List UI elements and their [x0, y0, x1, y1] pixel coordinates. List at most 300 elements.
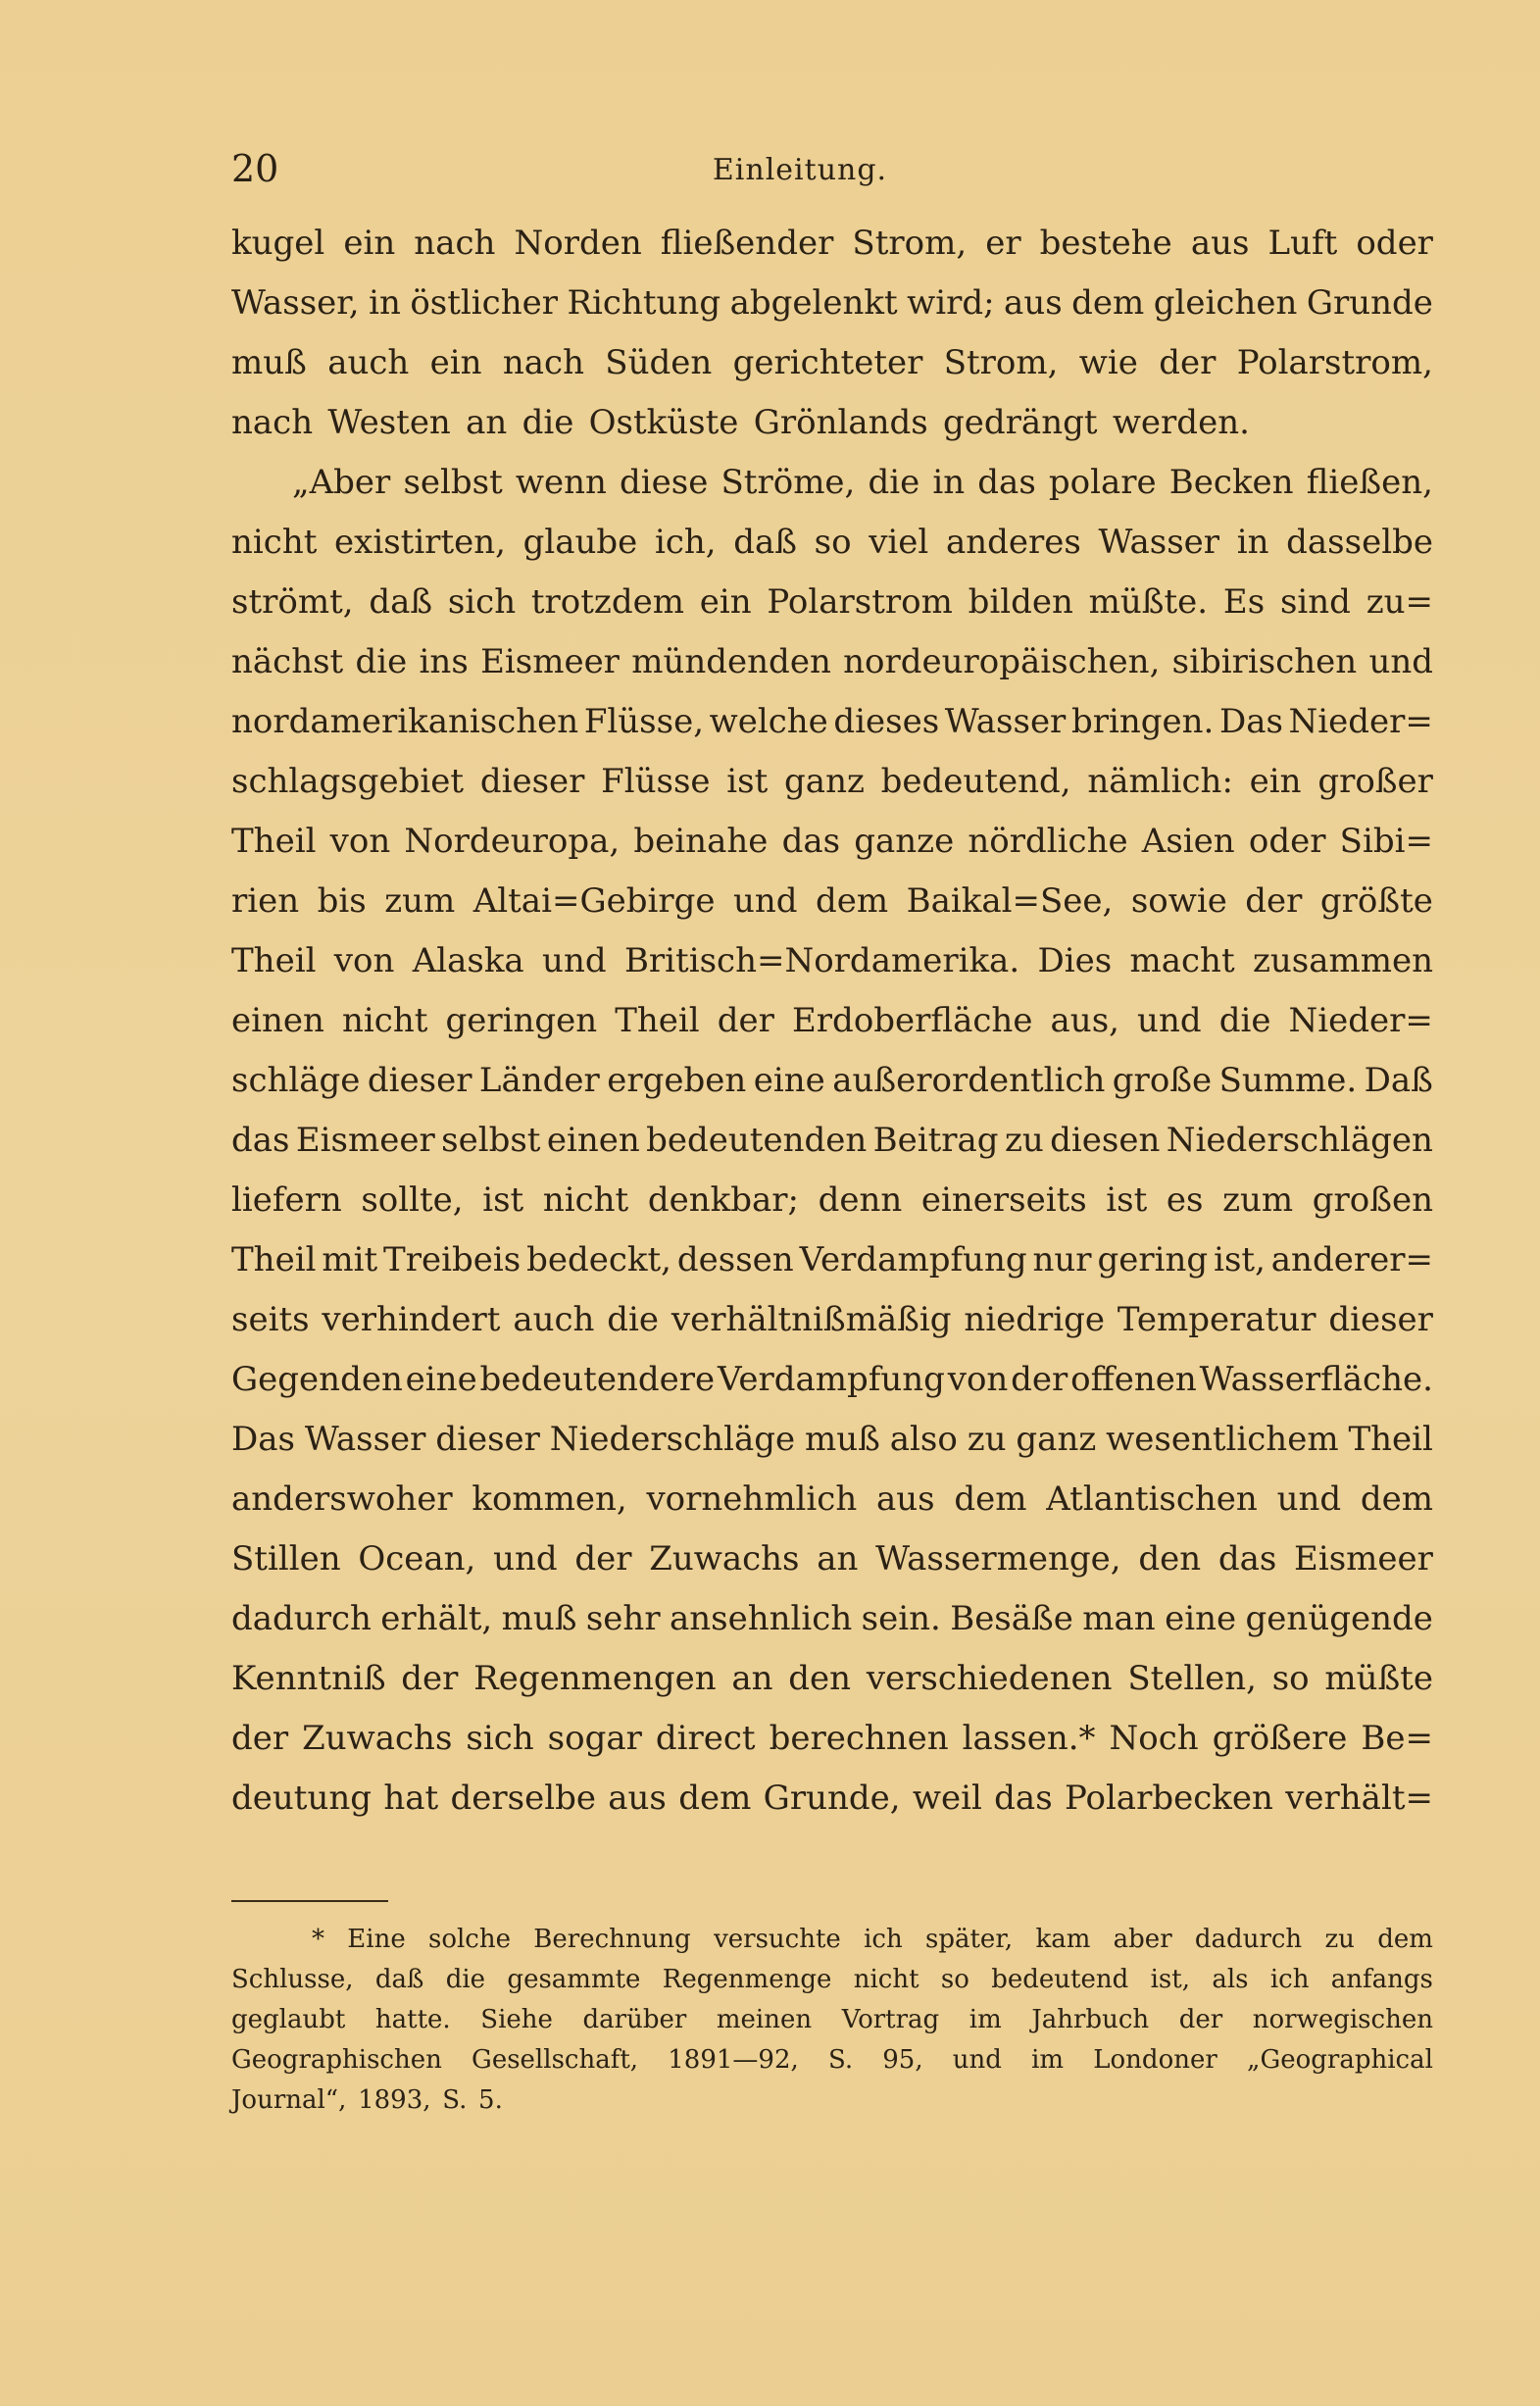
word: Dies [1037, 941, 1113, 980]
text-line [231, 224, 1433, 283]
word: polare [1048, 463, 1157, 502]
word: ich [864, 1925, 903, 1954]
word: mit [322, 1240, 378, 1279]
word: großer [1317, 762, 1433, 801]
word: selbst [403, 463, 503, 502]
text-line [231, 1719, 1433, 1779]
word: mündenden [631, 642, 831, 681]
word: sowie [1130, 881, 1227, 921]
word: ganz [1016, 1420, 1097, 1459]
word: bedeckt, [526, 1240, 671, 1279]
word: von [329, 822, 391, 861]
word: abgelenkt [729, 283, 898, 323]
word: Stillen [231, 1539, 341, 1579]
word: Grunde, [763, 1779, 901, 1818]
word: müßte. [1088, 582, 1209, 622]
word: das [231, 1121, 290, 1160]
word: Theil [231, 941, 317, 980]
word: Treibeis [383, 1240, 522, 1279]
word: hatte. [374, 2005, 451, 2034]
word: sind [1279, 582, 1351, 622]
text-line [231, 1061, 1433, 1121]
word: Gesellschaft, [472, 2045, 639, 2075]
text-line [231, 1360, 1433, 1420]
word: Wasser [1098, 523, 1220, 562]
word: selbst [441, 1121, 541, 1160]
word: aus [1190, 224, 1250, 263]
word: Gegenden [231, 1360, 403, 1399]
word: Besäße [950, 1599, 1073, 1638]
word: außerordentlich [832, 1061, 1106, 1100]
word: Beitrag [872, 1121, 999, 1160]
text-line [231, 1001, 1433, 1061]
word: Flüsse, [583, 702, 704, 741]
word: eine [1165, 1599, 1237, 1638]
word: Theil [615, 1001, 700, 1040]
word: 1893, [358, 2085, 431, 2115]
word: dieser [479, 762, 585, 801]
word: daß [733, 523, 797, 562]
word: kam [1035, 1925, 1091, 1954]
word: dem [954, 1479, 1027, 1519]
text-line [231, 1779, 1433, 1838]
word: großen [1312, 1180, 1433, 1220]
word: deutung [231, 1779, 373, 1818]
text-line [231, 642, 1433, 702]
word: Niederschlägen [1166, 1121, 1433, 1160]
word: Be= [1361, 1719, 1433, 1758]
word: Strom, [852, 224, 968, 263]
word: an [466, 403, 508, 442]
word: einerseits [920, 1180, 1087, 1220]
word: verhindert [322, 1300, 501, 1339]
word: Eismeer [295, 1121, 435, 1160]
word: nämlich: [1087, 762, 1233, 801]
word: verhältnißmäßig [671, 1300, 952, 1339]
word: Journal“, [231, 2085, 347, 2115]
word: von [333, 941, 395, 980]
word: aus [875, 1479, 935, 1519]
word: Ströme, [720, 463, 856, 502]
word: Kenntniß [231, 1659, 386, 1698]
word: Es [1222, 582, 1266, 622]
word: Sibi= [1339, 822, 1433, 861]
word: Londoner [1093, 2045, 1217, 2075]
word: Ostküste [588, 403, 739, 442]
page-header [231, 147, 1368, 196]
word: sich [466, 1719, 534, 1758]
word: Eine [347, 1925, 406, 1954]
word: nach [414, 224, 496, 263]
word: ich, [654, 523, 717, 562]
word: offenen [1070, 1360, 1197, 1399]
word: und [732, 881, 798, 921]
word: Theil [231, 1240, 317, 1279]
word: vornehmlich [646, 1479, 858, 1519]
word: kugel [231, 224, 325, 263]
word: gerichteter [732, 343, 923, 382]
word: der [574, 1539, 632, 1579]
word: Becken [1168, 463, 1294, 502]
word: 95, [882, 2045, 923, 2075]
word: wenn [515, 463, 607, 502]
word: diesen [1050, 1121, 1161, 1160]
word: sehr [585, 1599, 661, 1638]
word: Vortrag [841, 2005, 940, 2034]
word: dieses [833, 702, 940, 741]
word: Schlusse, [231, 1965, 354, 1994]
word: geringen [445, 1001, 598, 1040]
word: nicht [542, 1180, 629, 1220]
word: Wasser [944, 702, 1067, 741]
text-line [231, 523, 1433, 582]
word: nordamerikanischen [231, 702, 579, 741]
word: bedeutendere [479, 1360, 716, 1399]
word: und [493, 1539, 558, 1579]
word: Wassermenge, [875, 1539, 1121, 1579]
word: bestehe [1039, 224, 1172, 263]
text-line [231, 1300, 1433, 1360]
word: Nieder= [1288, 702, 1433, 741]
word: östlicher [410, 283, 558, 323]
word: das [1217, 1539, 1277, 1579]
word: Richtung [567, 283, 721, 323]
word: Strom, [943, 343, 1059, 382]
word: nächst [231, 642, 344, 681]
word: „Aber [292, 463, 391, 502]
text-line [231, 762, 1433, 822]
word: fließen, [1306, 463, 1433, 502]
word: lassen.* [962, 1719, 1096, 1758]
word: der [1245, 881, 1303, 921]
word: Daß [1364, 1061, 1433, 1100]
word: sogar [547, 1719, 642, 1758]
word: von [947, 1360, 1009, 1399]
word: schlagsgebiet [231, 762, 465, 801]
word: Baikal=See, [906, 881, 1114, 921]
text-line [231, 822, 1433, 881]
word: auch [513, 1300, 595, 1339]
word: Das [231, 1420, 295, 1459]
text-line [231, 403, 1433, 463]
word: Zuwachs [302, 1719, 453, 1758]
word: die [445, 1965, 486, 1994]
word: der [1178, 2005, 1223, 2034]
word: Alaska [412, 941, 524, 980]
footnote-line [231, 2005, 1433, 2045]
word: dieser [367, 1061, 472, 1100]
word: denkbar; [647, 1180, 799, 1220]
word: sollte, [361, 1180, 464, 1220]
word: auch [327, 343, 410, 382]
text-line [231, 941, 1433, 1001]
word: strömt, [231, 582, 354, 622]
word: dadurch [231, 1599, 372, 1638]
word: ein [699, 582, 752, 622]
word: Flüsse [601, 762, 711, 801]
word: nicht [342, 1001, 428, 1040]
word: Westen [327, 403, 451, 442]
word: so [814, 523, 852, 562]
word: sich [447, 582, 517, 622]
footnote-line [231, 2045, 1433, 2085]
word: an [731, 1659, 773, 1698]
word: Wasser [304, 1420, 426, 1459]
word: dieser [435, 1420, 540, 1459]
word: ich [1269, 1965, 1310, 1994]
word: Regenmengen [473, 1659, 717, 1698]
word: bedeutenden [646, 1121, 868, 1160]
word: und [1137, 1001, 1202, 1040]
word: aber [1113, 1925, 1172, 1954]
word: Polarbecken [1064, 1779, 1273, 1818]
word: 1891—92, [668, 2045, 799, 2075]
word: weil [912, 1779, 982, 1818]
word: bis [317, 881, 367, 921]
text-line [231, 1121, 1433, 1180]
running-head: Einleitung. [712, 153, 888, 187]
word: dem [1377, 1925, 1433, 1954]
word: solche [428, 1925, 512, 1954]
footnote [231, 1925, 1433, 2126]
word: größere [1212, 1719, 1348, 1758]
word: dem [1360, 1479, 1433, 1519]
word: im [969, 2005, 1002, 2034]
word: Länder [478, 1061, 600, 1100]
word: nur [1032, 1240, 1092, 1279]
footnote-line [231, 2085, 1433, 2126]
word: Regenmenge [662, 1965, 832, 1994]
word: die [1218, 1001, 1271, 1040]
word: S. [827, 2045, 854, 2075]
word: gesammte [507, 1965, 641, 1994]
text-line [231, 343, 1433, 403]
word: der [401, 1659, 459, 1698]
word: zum [1222, 1180, 1294, 1220]
word: die [355, 642, 408, 681]
word: dieser [1328, 1300, 1433, 1339]
word: werden. [1112, 403, 1250, 442]
word: müßte [1324, 1659, 1433, 1698]
word: also [889, 1420, 958, 1459]
word: erhält, [380, 1599, 493, 1638]
word: muß [805, 1420, 880, 1459]
word: darüber [582, 2005, 687, 2034]
word: es [1166, 1180, 1204, 1220]
word: Norden [514, 224, 642, 263]
word: später, [925, 1925, 1014, 1954]
word: im [1031, 2045, 1065, 2075]
word: dem [816, 881, 889, 921]
word: so [1271, 1659, 1310, 1698]
word: zu [1324, 1925, 1355, 1954]
word: schläge [231, 1061, 361, 1100]
word: eine [753, 1061, 825, 1100]
word: Wasser, [231, 283, 360, 323]
word: * [312, 1925, 324, 1954]
word: aus [608, 1779, 667, 1818]
word: der [1159, 343, 1217, 382]
text-line [231, 1240, 1433, 1300]
word: Siehe [480, 2005, 553, 2034]
word: so [940, 1965, 969, 1994]
word: daß [374, 1965, 424, 1994]
word: in [369, 283, 401, 323]
word: nicht [231, 523, 318, 562]
word: hat [383, 1779, 439, 1818]
word: dem [1071, 283, 1145, 323]
word: den [788, 1659, 852, 1698]
word: Jahrbuch [1031, 2005, 1150, 2034]
word: ein [1249, 762, 1302, 801]
word: anderer= [1270, 1240, 1433, 1279]
word: Noch [1109, 1719, 1199, 1758]
word: den [1138, 1539, 1202, 1579]
word: und [542, 941, 607, 980]
word: Temperatur [1117, 1300, 1316, 1339]
word: viel [869, 523, 929, 562]
word: dem [678, 1779, 752, 1818]
word: ist [1106, 1180, 1148, 1220]
word: nach [502, 343, 584, 382]
word: welche [709, 702, 828, 741]
word: Verdampfung [799, 1240, 1027, 1279]
word: Polarstrom [767, 582, 953, 622]
word: bilden [968, 582, 1073, 622]
word: zu= [1366, 582, 1433, 622]
word: der [231, 1719, 289, 1758]
text-line [231, 1479, 1433, 1539]
word: zum [384, 881, 456, 921]
word: und [1368, 642, 1433, 681]
text-line [231, 1599, 1433, 1659]
word: ein [429, 343, 482, 382]
word: Erdoberfläche [791, 1001, 1033, 1040]
footnote-line [231, 1925, 1433, 1965]
word: genügende [1245, 1599, 1433, 1638]
word: Niederschläge [549, 1420, 796, 1459]
word: Zuwachs [649, 1539, 800, 1579]
word: ergeben [607, 1061, 747, 1100]
word: einen [231, 1001, 324, 1040]
word: zu [967, 1420, 1007, 1459]
word: denn [818, 1180, 903, 1220]
word: wesentlichem [1106, 1420, 1339, 1459]
word: Asien [1141, 822, 1235, 861]
word: zusammen [1252, 941, 1433, 980]
word: die [868, 463, 920, 502]
word: nordeuropäischen, [843, 642, 1161, 681]
word: Stellen, [1127, 1659, 1257, 1698]
word: versuchte [714, 1925, 841, 1954]
word: trotzdem [530, 582, 684, 622]
text-line [231, 1539, 1433, 1599]
word: der [1011, 1360, 1068, 1399]
word: gedrängt [943, 403, 1098, 442]
word: der [717, 1001, 774, 1040]
word: an [817, 1539, 859, 1579]
word: die [522, 403, 574, 442]
word: ist [726, 762, 769, 801]
word: zu [1004, 1121, 1044, 1160]
word: kommen, [472, 1479, 627, 1519]
word: norwegischen [1252, 2005, 1433, 2034]
word: geglaubt [231, 2005, 346, 2034]
word: Süden [605, 343, 713, 382]
word: aus [1004, 283, 1063, 323]
word: wird; [907, 283, 995, 323]
word: man [1082, 1599, 1156, 1638]
word: daß [369, 582, 433, 622]
word: anderswoher [231, 1479, 453, 1519]
word: Wasserfläche. [1199, 1360, 1433, 1399]
word: gering [1097, 1240, 1209, 1279]
word: die [607, 1300, 660, 1339]
word: Britisch=Nordamerika. [623, 941, 1020, 980]
word: in [932, 463, 966, 502]
word: Nordeuropa, [404, 822, 621, 861]
word: beinahe [633, 822, 769, 861]
word: Nieder= [1288, 1001, 1433, 1040]
word: S. [442, 2085, 468, 2115]
word: Luft [1267, 224, 1338, 263]
word: 5. [478, 2085, 503, 2115]
word: und [952, 2045, 1002, 2075]
word: verschiedenen [866, 1659, 1113, 1698]
word: Theil [1348, 1420, 1433, 1459]
word: anderes [945, 523, 1081, 562]
word: gleichen [1153, 283, 1298, 323]
body-text [231, 224, 1433, 1838]
word: das [781, 822, 841, 861]
word: muß [501, 1599, 577, 1638]
word: oder [1248, 822, 1326, 861]
text-line [231, 283, 1433, 343]
word: ein [343, 224, 396, 263]
word: bringen. [1070, 702, 1215, 741]
word: das [994, 1779, 1053, 1818]
word: als [1212, 1965, 1249, 1994]
word: existirten, [334, 523, 506, 562]
word: seits [231, 1300, 310, 1339]
word: muß [231, 343, 307, 382]
text-line [231, 1180, 1433, 1240]
word: ist, [1214, 1240, 1266, 1279]
word: glaube [522, 523, 638, 562]
word: Theil [231, 822, 317, 861]
word: ganze [854, 822, 955, 861]
word: ist, [1150, 1965, 1190, 1994]
word: sibirischen [1171, 642, 1358, 681]
word: nach [231, 403, 314, 442]
word: berechnen [769, 1719, 949, 1758]
word: und [1276, 1479, 1342, 1519]
footnote-separator [231, 1900, 388, 1902]
word: Geographischen [231, 2045, 442, 2075]
word: Das [1218, 702, 1283, 741]
word: rien [231, 881, 300, 921]
word: Eismeer [480, 642, 620, 681]
word: sein. [861, 1599, 941, 1638]
word: meinen [716, 2005, 813, 2034]
word: Berechnung [533, 1925, 691, 1954]
word: das [977, 463, 1036, 502]
word: direct [655, 1719, 756, 1758]
word: ansehnlich [670, 1599, 853, 1638]
word: bedeutend, [880, 762, 1071, 801]
text-line [231, 463, 1433, 523]
word: Verdampfung [717, 1360, 945, 1399]
